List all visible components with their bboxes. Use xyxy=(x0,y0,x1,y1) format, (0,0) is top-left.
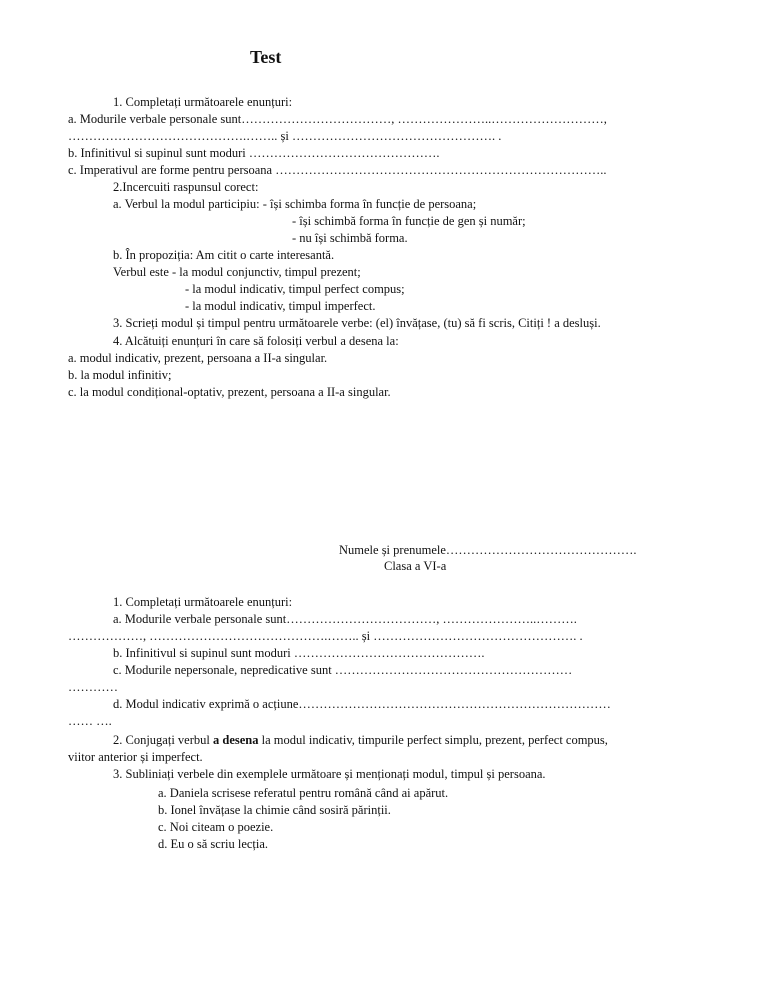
s2-q3-item: b. Ionel învățase la chimie când sosiră părinții. xyxy=(158,803,391,817)
q1-item-b: b. Infinitivul si supinul sunt moduri ………………………………………. xyxy=(68,146,440,160)
s2-q1-item-c-line2: ………… xyxy=(68,680,118,694)
q4-item-c: c. la modul condițional-optativ, prezent, persoana a II-a singular. xyxy=(68,385,391,399)
s2-q1-item-d-line1: d. Modul indicativ exprimă o acțiune………………………………………………………………… xyxy=(113,697,611,711)
q2-a-stem: a. Verbul la modul participiu: - își schimba forma în funcție de persoana; xyxy=(113,197,477,211)
s2-q3-item: d. Eu o să scriu lecția. xyxy=(158,837,269,851)
s2-q1-item-c-line1: c. Modurile nepersonale, nepredicative sunt ………………………………………………… xyxy=(113,663,573,677)
q1-item-a-line2: …………………………………….…….. și …………………………………………. . xyxy=(68,129,502,143)
q2-b-option-2: - la modul indicativ, timpul perfect compus; xyxy=(185,282,405,296)
q2-b-option-1: Verbul este - la modul conjunctiv, timpul prezent; xyxy=(113,265,361,279)
q4-heading: 4. Alcătuiți enunțuri în care să folosiți verbul a desena la: xyxy=(113,334,399,348)
q1-heading: 1. Completați următoarele enunțuri: xyxy=(113,95,293,109)
s2-q2-text-post: la modul indicativ, timpurile perfect simplu, prezent, perfect compus, xyxy=(258,733,608,747)
q2-b-stem: b. În propoziția: Am citit o carte interesantă. xyxy=(113,248,335,262)
s2-q1-item-b: b. Infinitivul si supinul sunt moduri ………………………………………. xyxy=(113,646,485,660)
student-name-line: Numele și prenumele………………………………………. xyxy=(339,543,637,557)
q4-item-b: b. la modul infinitiv; xyxy=(68,368,172,382)
s2-q3-item: a. Daniela scrisese referatul pentru română când ai apărut. xyxy=(158,786,449,800)
class-line: Clasa a VI-a xyxy=(384,559,447,573)
s2-q1-item-a-line2: ………………, …………………………………….…….. și …………………………………………. . xyxy=(68,629,583,643)
s2-q2-text-pre: 2. Conjugați verbul xyxy=(113,733,213,747)
s2-q1-item-d-line2: …… …. xyxy=(68,714,112,728)
q1-item-c: c. Imperativul are forme pentru persoana …………………………………………………………………….. xyxy=(68,163,607,177)
q2-heading: 2.Incercuiti raspunsul corect: xyxy=(113,180,259,194)
q2-b-option-3: - la modul indicativ, timpul imperfect. xyxy=(185,299,376,313)
s2-q3-item: c. Noi citeam o poezie. xyxy=(158,820,274,834)
q4-item-a: a. modul indicativ, prezent, persoana a II-a singular. xyxy=(68,351,328,365)
q3-text: 3. Scrieți modul și timpul pentru următoarele verbe: (el) învățase, (tu) să fi scris, Citiți ! a desluși. xyxy=(113,316,601,330)
s2-q2-verb: a desena xyxy=(213,733,259,747)
q1-item-a-line1: a. Modurile verbale personale sunt………………………………, …………………..………………………, xyxy=(68,112,607,126)
test-title: Test xyxy=(250,47,282,67)
q2-a-option-2: - își schimbă forma în funcție de gen și număr; xyxy=(292,214,526,228)
s2-q1-item-a-line1: a. Modurile verbale personale sunt………………………………, …………………..………. xyxy=(113,612,577,626)
q2-a-option-3: - nu își schimbă forma. xyxy=(292,231,408,245)
s2-q1-heading: 1. Completați următoarele enunțuri: xyxy=(113,595,293,609)
s2-q3-heading: 3. Subliniați verbele din exemplele următoare și menționați modul, timpul și persoana. xyxy=(113,767,546,781)
s2-q2-line1 xyxy=(113,733,608,748)
s2-q2-line2: viitor anterior și imperfect. xyxy=(68,750,203,764)
